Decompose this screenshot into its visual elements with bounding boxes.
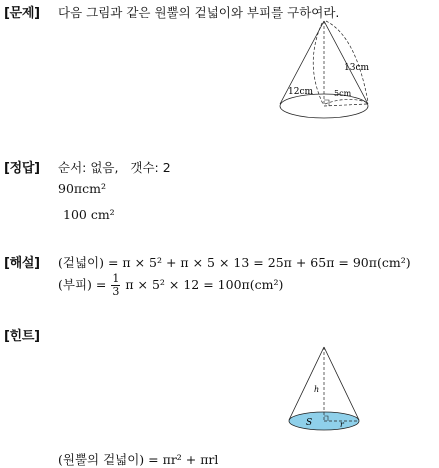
- fraction-denominator: 3: [112, 285, 120, 298]
- hint-formula: (원뿔의 겉넓이) = πr² + πrl: [58, 452, 219, 467]
- hint-cone-figure: [284, 344, 364, 436]
- hint-radius-label: r: [340, 420, 344, 429]
- fraction-one-third: [111, 273, 120, 298]
- answer-tag: [정답]: [4, 161, 40, 176]
- answer-value-2: 100 cm²: [63, 207, 115, 222]
- radius-brace: [325, 99, 366, 104]
- hint-height-label: h: [314, 385, 320, 394]
- hint-area-label: S: [306, 418, 313, 428]
- solution-line-2: [58, 273, 283, 298]
- cone-figure: [274, 18, 374, 122]
- hint-tag: [힌트]: [4, 329, 40, 344]
- solution-line-1: (겉넓이) = π × 5² + π × 5 × 13 = 25π + 65π = 90π(cm²): [58, 255, 411, 270]
- solution-tag: [해설]: [4, 256, 40, 271]
- right-angle-mark: [324, 100, 329, 106]
- cone-radius: [324, 104, 367, 106]
- height-brace: [313, 23, 323, 104]
- hint-cone-side-right: [324, 347, 359, 420]
- problem-question: 다음 그림과 같은 원뿔의 겉넓이와 부피를 구하여라.: [58, 5, 340, 20]
- fraction-numerator: 1: [112, 272, 120, 285]
- solution-line-2-prefix: (부피) =: [58, 277, 107, 292]
- slant-label: 13cm: [344, 63, 370, 73]
- radius-label: 5cm: [334, 89, 352, 98]
- answer-meta: 순서: 없음, 갯수: 2: [58, 160, 171, 175]
- height-label: 12cm: [288, 87, 314, 97]
- solution-line-2-rest: π × 5² × 12 = 100π(cm²): [125, 277, 284, 292]
- hint-cone-side-left: [289, 347, 324, 420]
- answer-value-1: 90πcm²: [58, 181, 106, 196]
- problem-tag: [문제]: [4, 6, 40, 21]
